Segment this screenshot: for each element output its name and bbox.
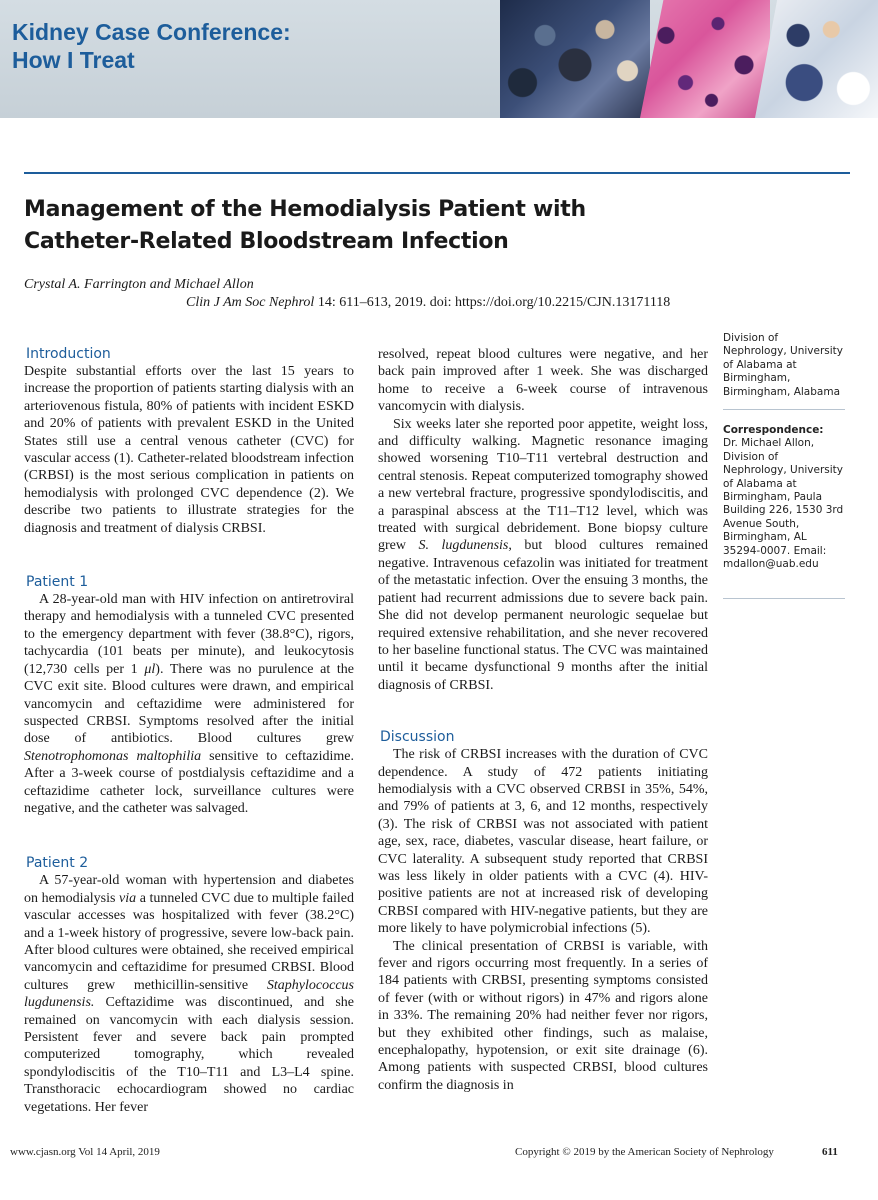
left-column [24,346,354,1116]
series-title-line-1: Kidney Case Conference: [12,19,291,45]
introduction-heading: Introduction [26,346,111,362]
header-divider [24,172,850,174]
patient-2-heading: Patient 2 [26,855,89,872]
discussion-paragraph-1: The risk of CRBSI increases with the duration of CVC dependence. A study of 472 patients initiating hemodialysis with a CVC observed CRBSI in 35%, 54%, and 79% of patients at 3, 6, and 12 months, respectively (3). The risk of CRBSI was not associated with patient age, sex, race, diabetes, vascular disease, heart failure, or CVC laterality. A subsequent study reported that CRBSI was less likely in older patients with a CVC (4). HIV-positive patients are not at increased risk of developing CRBSI compared with HIV-negative patients, but they are more likely to have polymicrobial infections (5). [378,747,708,937]
article-title [24,194,724,258]
correspondence-text: Dr. Michael Allon, Division of Nephrology, University of Alabama at Birmingham, Paula Building 226, 1530 3rd Avenue South, Birmingham, AL 35294-0007. Email: mdallon@uab.edu [723,437,844,571]
footer-journal-info: www.cjasn.org Vol 14 April, 2019 [10,1146,160,1158]
article-title-line-1: Management of the Hemodialysis Patient with [24,197,586,222]
author-list: Crystal A. Farrington and Michael Allon [24,277,254,292]
series-banner [0,0,878,118]
organism-name: Stenotrophomonas maltophilia [24,748,202,764]
correspondence-label: Correspondence: [723,424,824,437]
sidebar-bottom-divider [723,598,845,599]
citation-line [186,294,670,312]
affiliation-sidebar [723,332,845,572]
series-title [12,18,291,74]
page-number: 611 [822,1146,838,1158]
patient-2-paragraph: A 57-year-old woman with hypertension and diabetes on hemodialysis via a tunneled CVC due to multiple failed vascular accesses was hospitalized with fever (38.2°C) and a 1-week history of progressive, severe low-back pain. After blood cultures were obtained, she received empirical vancomycin and ceftazidime for presumed CRBSI. Blood cultures grew methicillin-sensitive Staphylococcus lugdunensis. Ceftazidime was discontinued, and she remained on vancomycin with each dialysis session. Persistent fever and severe back pain prompted computerized tomography, which revealed spondylodiscitis of the T10–T11 and L3–L4 spine. Transthoracic echocardiogram showed no cardiac vegetations. Her fever [24,873,354,1115]
kidney-histology-photo [640,0,770,118]
citation-details[interactable]: 14: 611–613, 2019. doi: https://doi.org/10.2215/CJN.13171118 [314,295,671,310]
article-title-line-2: Catheter-Related Bloodstream Infection [24,229,509,254]
banner-photo-strip [500,0,878,118]
footer-copyright: Copyright © 2019 by the American Society of Nephrology [515,1146,774,1158]
discussion-heading: Discussion [380,729,455,746]
conference-crowd-photo [500,0,650,118]
citation-journal: Clin J Am Soc Nephrol [186,295,315,310]
introduction-paragraph: Despite substantial efforts over the last 15 years to increase the proportion of patients starting dialysis with an arteriovenous fistula, 80% of patients with incident ESKD and 20% of patients with prevalent ESKD in the United States still use a central venous catheter (CVC) for vascular access (1). Catheter-related bloodstream infection (CRBSI) is the most serious complication in patients on hemodialysis with prolonged CVC dependence (2). We describe two patients to illustrate strategies for the diagnosis and treatment of dialysis CRBSI. [24,364,354,536]
patient-2-followup-paragraph: Six weeks later she reported poor appetite, weight loss, and difficulty walking. Magnetic resonance imaging showed worsening T10–T11 vertebral destruction and central stenosis. Repeat computerized tomography showed a new vertebral fracture, progressive spondylodiscitis, and a paraspinal abscess at the T11–T12 level, which was treated with surgical debridement. Bone biopsy culture grew S. lugdunensis, but blood cultures remained negative. Intravenous cefazolin was initiated for treatment of the metastatic infection. Over the ensuing 3 months, the patient had recurrent admissions due to severe back pain. She did not develop permanent neurologic sequelae but required extensive rehabilitation, and she never recovered to her baseline functional status. The CVC was maintained until it became dysfunctional 9 months after the initial diagnosis of CRBSI. [378,416,709,693]
series-title-line-2: How I Treat [12,47,135,73]
sidebar-divider [723,409,845,410]
patient-1-heading: Patient 1 [26,574,89,591]
affiliation-text: Division of Nephrology, University of Alabama at Birmingham, Birmingham, Alabama [723,332,844,398]
patient-1-paragraph: A 28-year-old man with HIV infection on antiretroviral therapy and hemodialysis with a tunneled CVC presented to the emergency department with fever (38.8°C), rigors, tachycardia (101 beats per minute), and leukocytosis (12,730 cells per 1 μl). There was no purulence at the CVC exit site. Blood cultures were drawn, and empirical vancomycin and ceftazidime were administered for suspected CRBSI. Symptoms resolved after the initial dose of antibiotics. Blood cultures grew Stenotrophomonas maltophilia sensitive to ceftazidime. After a 3-week course of postdialysis ceftazidime and a ceftazidime catheter lock, surveillance cultures were negative, and the catheter was salvaged. [24,592,354,816]
middle-column [378,346,708,1094]
discussion-paragraph-2: The clinical presentation of CRBSI is variable, with fever and rigors occurring most frequently. In a series of 184 patients with CRBSI, presenting symptoms consisted of fever (with or without rigors) in 47% and rigors alone in 33%. The remaining 20% had neither fever nor rigors, but they exhibited other findings, such as malaise, encephalopathy, hypotension, or exit site drainage (6). Among patients with suspected CRBSI, blood cultures confirm the diagnosis in [378,938,708,1093]
patient-2-continued-paragraph: resolved, repeat blood cultures were negative, and her back pain improved after 1 week. She was discharged home to receive a 6-week course of intravenous vancomycin with dialysis. [378,347,708,415]
organism-name: S. lugdunensis [418,538,509,554]
organism-name: Staphylococcus lugdunensis. [24,977,354,1011]
dialysis-clinic-photo [755,0,878,118]
